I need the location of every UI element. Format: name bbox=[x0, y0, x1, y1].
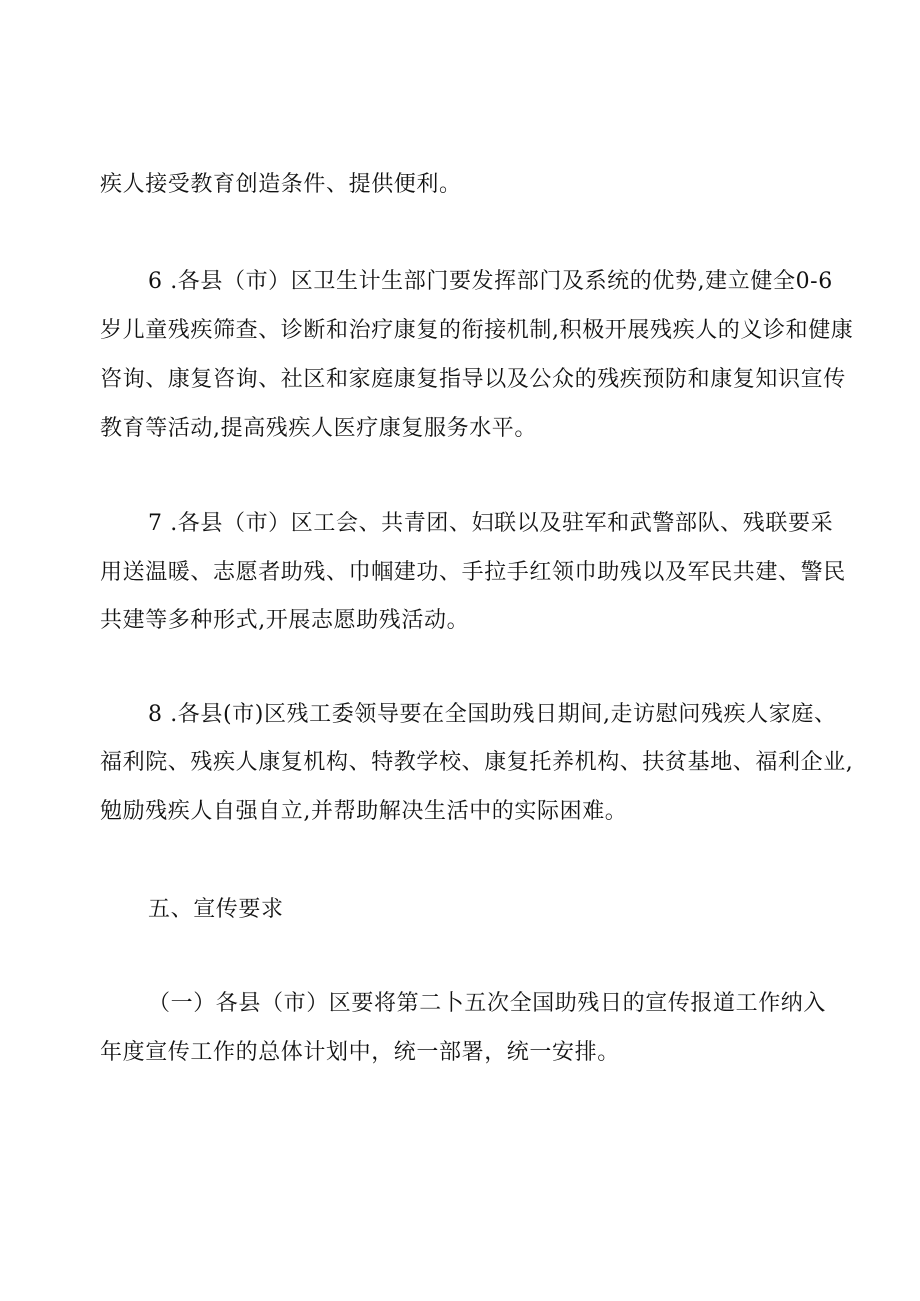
paragraph-8-line-1: 8 .各县(市)区残工委领导要在全国助残日期间,走访慰问残疾人家庭、 bbox=[148, 702, 837, 727]
section-heading: 五、宣传要求 bbox=[148, 897, 284, 922]
text-line-continuation: 疾人接受教育创造条件、提供便利。 bbox=[100, 172, 462, 197]
paragraph-6-line-4: 教育等活动,提高残疾人医疗康复服务水平。 bbox=[100, 416, 537, 441]
paragraph-7-line-3: 共建等多种形式,开展志愿助残活动。 bbox=[100, 608, 470, 633]
paragraph-7-line-1: 7 .各县（市）区工会、共青团、妇联以及驻军和武警部队、残联要采 bbox=[148, 511, 834, 536]
paragraph-publicity-line-2: 年度宣传工作的总体计划中，统一部署，统一安排。 bbox=[100, 1040, 620, 1065]
paragraph-6-line-2: 岁儿童残疾筛查、诊断和治疗康复的衔接机制,积极开展残疾人的义诊和健康 bbox=[100, 318, 854, 343]
paragraph-8-line-2: 福利院、残疾人康复机构、特教学校、康复托养机构、扶贫基地、福利企业, bbox=[100, 750, 854, 775]
paragraph-6-line-1: 6 .各县（市）区卫生计生部门要发挥部门及系统的优势,建立健全0-6 bbox=[148, 269, 833, 294]
paragraph-8-line-3: 勉励残疾人自强自立,并帮助解决生活中的实际困难。 bbox=[100, 799, 628, 824]
paragraph-7-line-2: 用送温暖、志愿者助残、巾帼建功、手拉手红领巾助残以及军民共建、警民 bbox=[100, 560, 846, 585]
paragraph-publicity-line-1: （一）各县（市）区要将第二卜五次全国助残日的宣传报道工作纳入 bbox=[148, 991, 827, 1016]
paragraph-6-line-3: 咨询、康复咨询、社区和家庭康复指导以及公众的残疾预防和康复知识宣传 bbox=[100, 367, 846, 392]
